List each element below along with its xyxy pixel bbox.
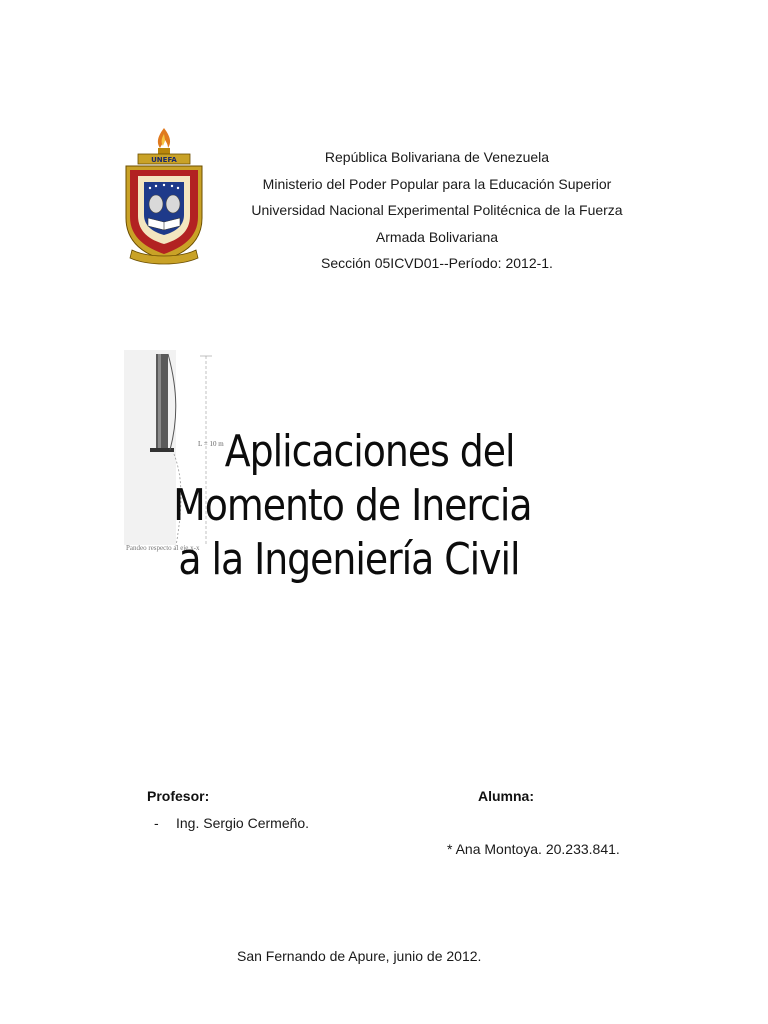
title-line-3: a la Ingeniería Civil (178, 534, 520, 585)
header-line-university: Universidad Nacional Experimental Politécnica de la Fuerza (251, 202, 623, 219)
profesor-label: Profesor: (147, 788, 210, 804)
profesor-name: Ing. Sergio Cermeño. (176, 815, 310, 831)
title-line-1: Aplicaciones del (224, 426, 515, 477)
alumna-name: * Ana Montoya. 20.233.841. (447, 841, 620, 857)
figure-length-label: L = 10 m (198, 440, 224, 448)
profesor-bullet: - (154, 815, 159, 831)
figure-caption: Pandeo respecto al eje x-x (126, 544, 200, 552)
institutional-header (220, 144, 654, 277)
seal-logo-text: UNEFA (151, 156, 177, 164)
alumna-label: Alumna: (478, 788, 534, 804)
title-line-2: Momento de Inercia (173, 480, 532, 531)
place-date: San Fernando de Apure, junio de 2012. (237, 948, 482, 964)
header-line-ministry: Ministerio del Poder Popular para la Educación Superior (262, 175, 612, 192)
unefa-seal-logo (118, 126, 210, 266)
header-line-university-cont: Armada Bolivariana (375, 228, 499, 245)
header-line-section: Sección 05ICVD01--Período: 2012-1. (321, 255, 553, 272)
document-title (168, 425, 538, 587)
header-line-country: República Bolivariana de Venezuela (324, 149, 550, 165)
